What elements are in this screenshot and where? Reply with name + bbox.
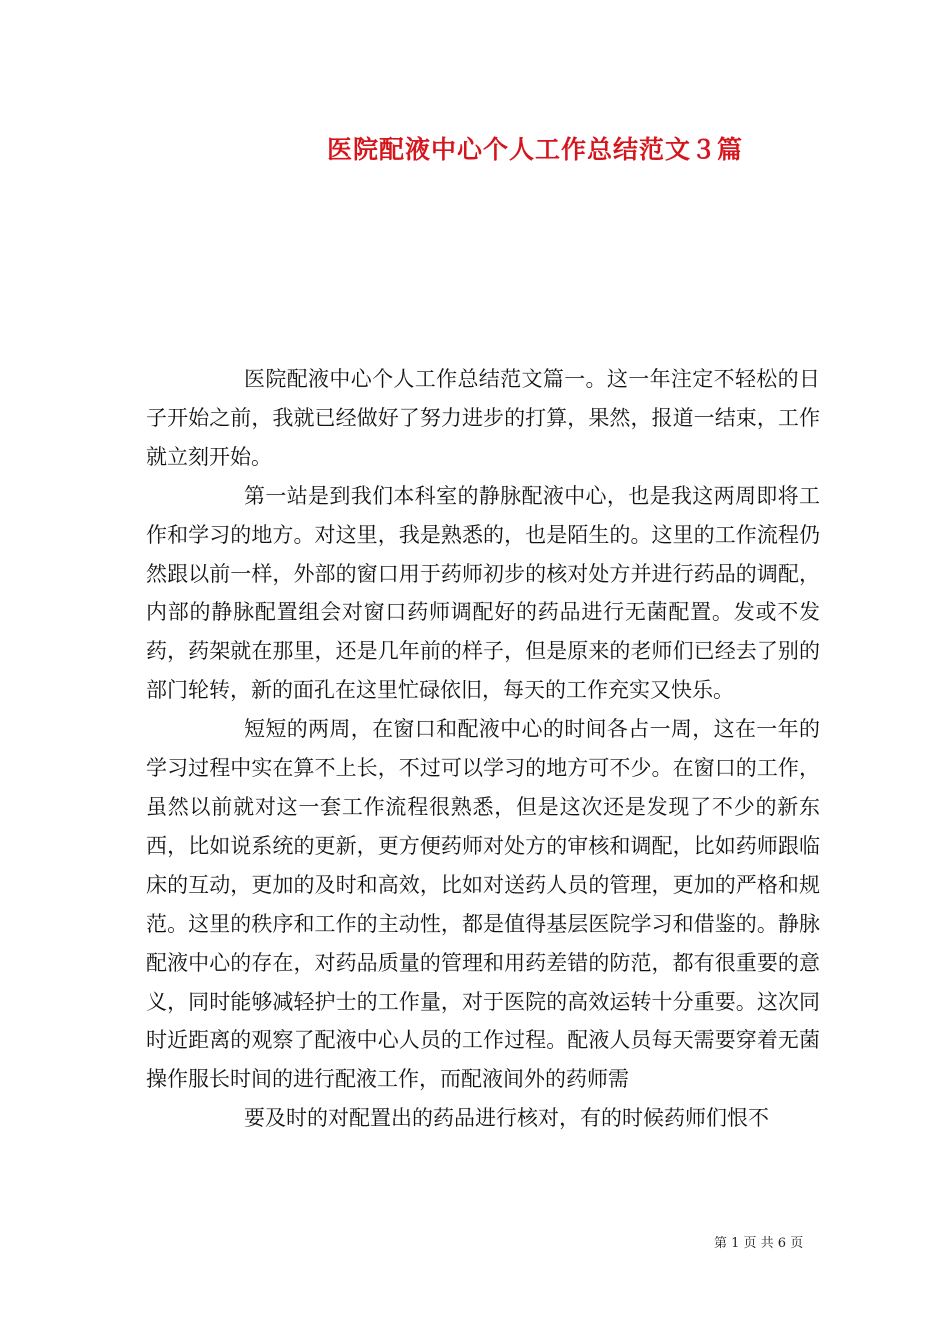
paragraph: 短短的两周，在窗口和配液中心的时间各占一周，这在一年的学习过程中实在算不上长，不过可以学习的地方可不少。在窗口的工作，虽然以前就对这一套工作流程很熟悉，但是这次还是发现了不少的新东西，比如说系统的更新，更方便药师对处方的审核和调配，比如药师跟临床的互动，更加的及时和高效，比如对送药人员的管理，更加的严格和规范。这里的秩序和工作的主动性，都是值得基层医院学习和借鉴的。静脉配液中心的存在，对药品质量的管理和用药差错的防范，都有很重要的意义，同时能够减轻护士的工作量，对于医院的高效运转十分重要。这次同时近距离的观察了配液中心人员的工作过程。配液人员每天需要穿着无菌操作服长时间的进行配液工作，而配液间外的药师需 — [146, 717, 820, 1092]
page-number-footer: 第 1 页 共 6 页 — [714, 1236, 804, 1251]
paragraph: 医院配液中心个人工作总结范文篇一。这一年注定不轻松的日子开始之前，我就已经做好了努力进步的打算，果然，报道一结束，工作就立刻开始。 — [146, 367, 820, 469]
paragraph: 第一站是到我们本科室的静脉配液中心，也是我这两周即将工作和学习的地方。对这里，我是熟悉的，也是陌生的。这里的工作流程仍然跟以前一样，外部的窗口用于药师初步的核对处方并进行药品的调配，内部的静脉配置组会对窗口药师调配好的药品进行无菌配置。发或不发药，药架就在那里，还是几年前的样子，但是原来的老师们已经去了别的部门轮转，新的面孔在这里忙碌依旧，每天的工作充实又快乐。 — [146, 483, 820, 703]
document-title: 医院配液中心个人工作总结范文３篇 — [326, 135, 743, 164]
paragraph: 要及时的对配置出的药品进行核对，有的时候药师们恨不 — [244, 1106, 769, 1131]
document-body — [146, 360, 820, 1138]
